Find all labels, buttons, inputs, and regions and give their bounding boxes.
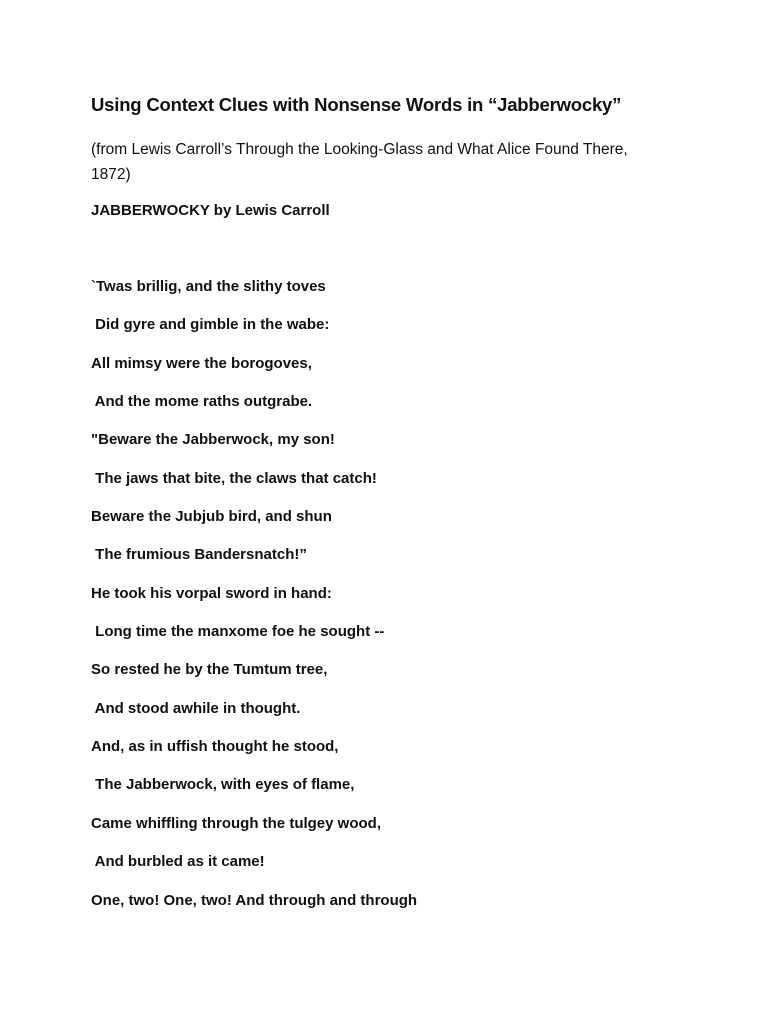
document-subtitle: (from Lewis Carroll’s Through the Looking-Glass and What Alice Found There, 1872): [91, 141, 628, 183]
poem-line: Did gyre and gimble in the wabe:: [91, 316, 330, 334]
poem-line: All mimsy were the borogoves,: [91, 354, 312, 372]
poem-line: The jaws that bite, the claws that catch!: [91, 469, 377, 487]
poem-heading: JABBERWOCKY by Lewis Carroll: [91, 202, 330, 219]
poem-line: `Twas brillig, and the slithy toves: [91, 278, 326, 295]
poem-line: The Jabberwock, with eyes of flame,: [91, 776, 355, 794]
poem-line: And the mome raths outgrabe.: [91, 393, 313, 411]
poem-line: Beware the Jubjub bird, and shun: [91, 508, 332, 526]
poem-line: One, two! One, two! And through and through: [91, 891, 418, 909]
poem-line: And, as in uffish thought he stood,: [91, 738, 339, 756]
poem-text: [91, 278, 417, 930]
poem-line: So rested he by the Tumtum tree,: [91, 661, 328, 679]
document-title: Using Context Clues with Nonsense Words in “Jabberwocky”: [91, 94, 622, 115]
poem-line: The frumious Bandersnatch!”: [91, 546, 307, 564]
poem-line: And stood awhile in thought.: [91, 699, 301, 717]
poem-line: He took his vorpal sword in hand:: [91, 584, 332, 602]
poem-line: Came whiffling through the tulgey wood,: [91, 814, 381, 832]
poem-line: And burbled as it came!: [91, 853, 265, 871]
poem-line: Long time the manxome foe he sought --: [91, 623, 385, 641]
poem-line: "Beware the Jabberwock, my son!: [91, 431, 335, 449]
